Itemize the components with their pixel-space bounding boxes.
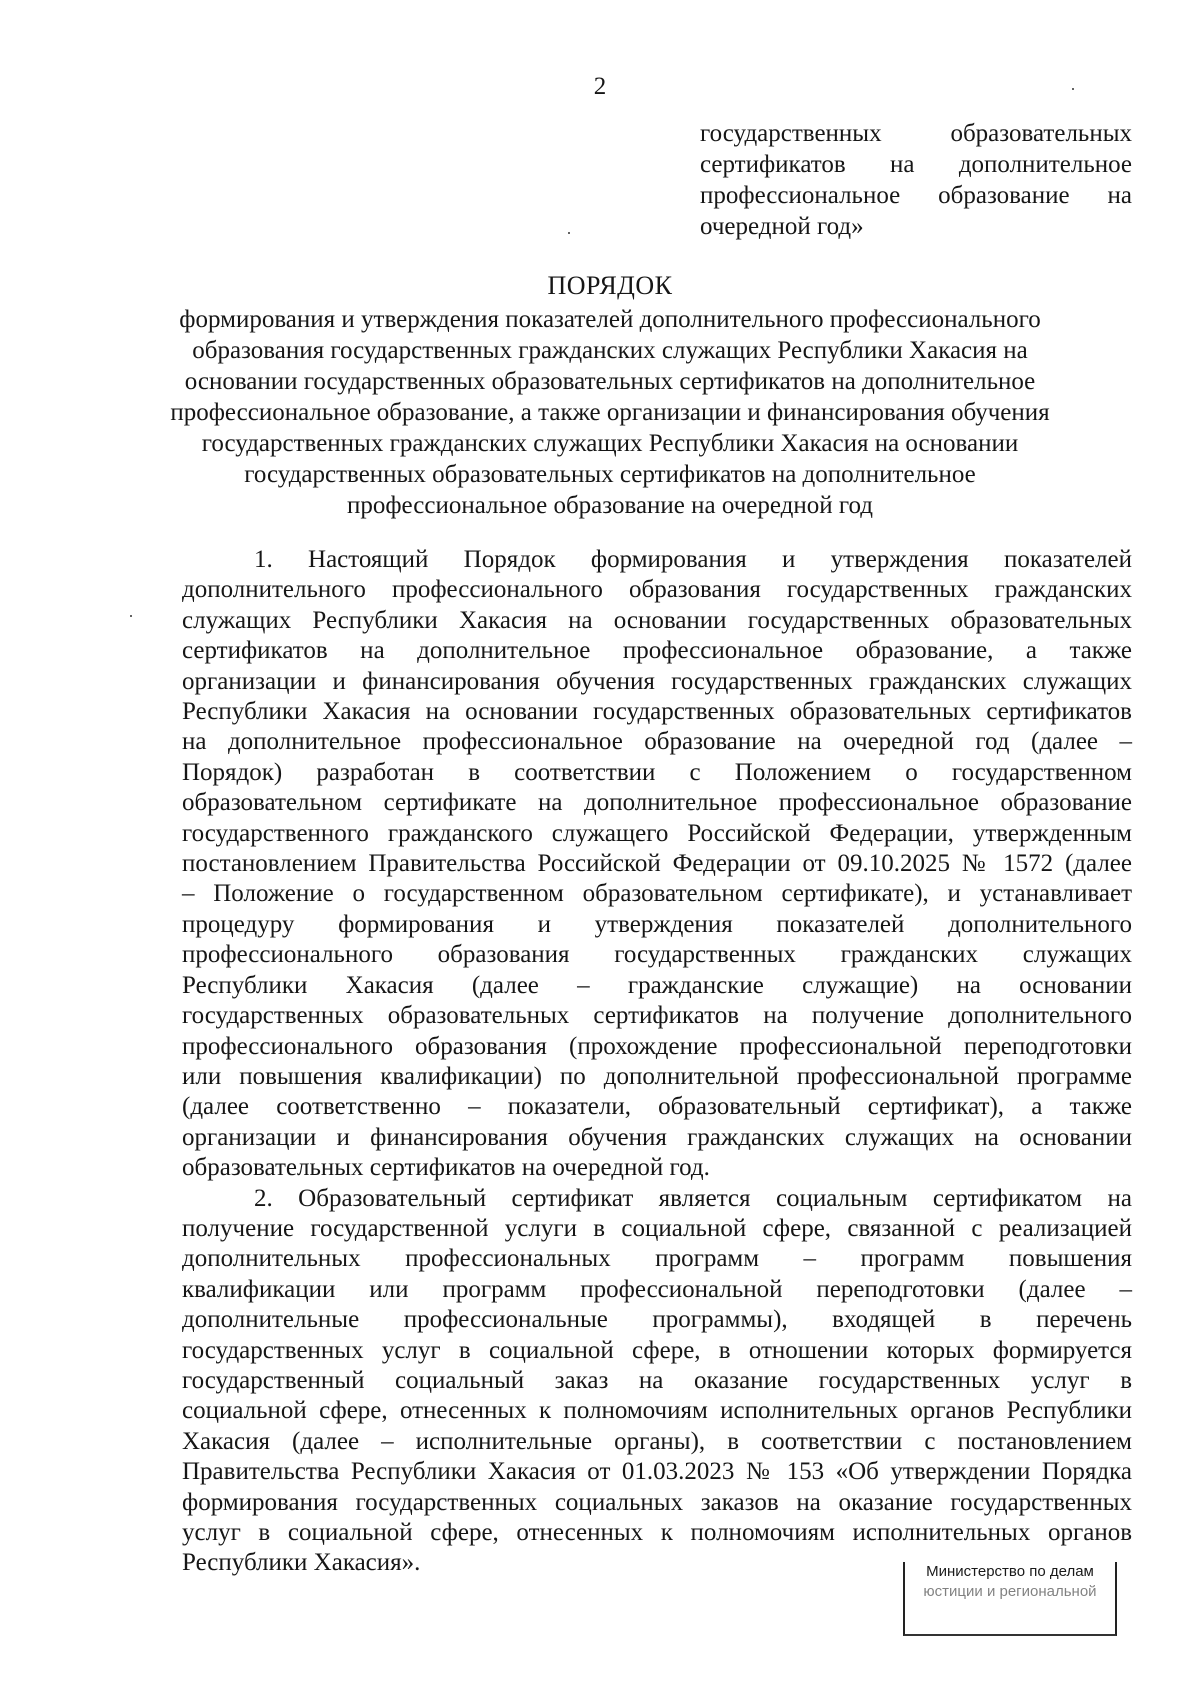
scan-speck [130,615,132,617]
paragraph-line: постановлением Правительства Российской Федерации от 09.10.2025 № 1572 (далее [182,850,1132,878]
paragraph-line: процедуру формирования и утверждения показателей дополнительного [182,910,1132,938]
paragraph-line: образовательном сертификате на дополнительное профессиональное образование [182,789,1132,817]
paragraph-line: на дополнительное профессиональное образование на очередной год (далее – [182,728,1132,756]
paragraph-line: (далее соответственно – показатели, образовательный сертификат), а также [182,1093,1132,1121]
page-number: 2 [593,73,607,100]
annex-reference-line: очередной год» [700,213,864,240]
paragraph-line: государственного гражданского служащего Российской Федерации, утвержденным [182,819,1132,847]
document-subtitle-line: государственных образовательных сертификатов на дополнительное [244,461,976,488]
document-subtitle-line: профессиональное образование на очередной год [346,492,874,519]
paragraph-1 [182,545,1132,1184]
paragraph-line: государственных услуг в социальной сфере, в отношении которых формируется [182,1336,1132,1364]
paragraph-line: Хакасия (далее – исполнительные органы), в соответствии с постановлением [182,1427,1132,1455]
paragraph-line: дополнительного профессионального образования государственных гражданских [182,576,1132,604]
paragraph-line: дополнительных профессиональных программ – программ повышения [182,1245,1132,1273]
scan-speck [1072,88,1074,90]
annex-reference-line: сертификатов на дополнительное [700,151,1132,178]
paragraph-line: получение государственной услуги в социальной сфере, связанной с реализацией [182,1214,1132,1242]
paragraph-line: Правительства Республики Хакасия от 01.03.2023 № 153 «Об утверждении Порядка [182,1458,1132,1486]
paragraph-line: 1. Настоящий Порядок формирования и утверждения показателей [254,546,1132,573]
paragraph-line: формирования государственных социальных заказов на оказание государственных [182,1488,1132,1516]
stamp-line: юстиции и региональной [923,1583,1097,1600]
annex-reference [700,118,1132,242]
document-heading [150,270,1070,521]
document-body [182,545,1132,1579]
annex-reference-line: профессиональное образование на [700,182,1132,209]
paragraph-line: профессионального образования (прохождение профессиональной переподготовки [182,1032,1132,1060]
paragraph-line: – Положение о государственном образовательном сертификате), и устанавливает [182,880,1132,908]
paragraph-2 [182,1184,1132,1579]
registration-stamp [903,1562,1117,1636]
document-subtitle-line: образования государственных гражданских служащих Республики Хакасия на [192,337,1028,364]
paragraph-line: сертификатов на дополнительное профессиональное образование, а также [182,637,1132,665]
paragraph-line: или повышения квалификации) по дополнительной профессиональной программе [182,1062,1132,1090]
paragraph-line: Республики Хакасия». [182,1549,421,1577]
paragraph-line: 2. Образовательный сертификат является социальным сертификатом на [254,1184,1132,1212]
document-subtitle-line: основании государственных образовательных сертификатов на дополнительное [184,368,1036,395]
stamp-line: Министерство по делам [926,1563,1094,1580]
paragraph-line: государственных образовательных сертификатов на получение дополнительного [182,1002,1132,1030]
paragraph-line: Порядок) разработан в соответствии с Положением о государственном [182,758,1132,786]
paragraph-line: социальной сфере, отнесенных к полномочиям исполнительных органов Республики [182,1397,1132,1425]
paragraph-line: служащих Республики Хакасия на основании государственных образовательных [182,606,1132,634]
paragraph-line: организации и финансирования обучения государственных гражданских служащих [182,667,1132,695]
paragraph-line: государственный социальный заказ на оказание государственных услуг в [182,1366,1132,1394]
paragraph-line: квалификации или программ профессиональной переподготовки (далее – [182,1275,1132,1303]
scan-speck [568,232,570,234]
paragraph-line: Республики Хакасия (далее – гражданские служащие) на основании [182,971,1132,999]
document-title: ПОРЯДОК [547,271,673,300]
paragraph-line: образовательных сертификатов на очередной год. [182,1154,710,1182]
paragraph-line: организации и финансирования обучения гражданских служащих на основании [182,1123,1132,1151]
document-subtitle-line: профессиональное образование, а также организации и финансирования обучения [170,399,1050,426]
paragraph-line: Республики Хакасия на основании государственных образовательных сертификатов [182,698,1132,726]
paragraph-line: услуг в социальной сфере, отнесенных к полномочиям исполнительных органов [182,1519,1132,1546]
annex-reference-line: государственных образовательных [700,120,1132,147]
paragraph-line: профессионального образования государственных гражданских служащих [182,941,1132,969]
document-subtitle-line: формирования и утверждения показателей дополнительного профессионального [179,306,1041,333]
paragraph-line: дополнительные профессиональные программы), входящей в перечень [182,1306,1132,1334]
document-subtitle-line: государственных гражданских служащих Республики Хакасия на основании [201,430,1019,457]
